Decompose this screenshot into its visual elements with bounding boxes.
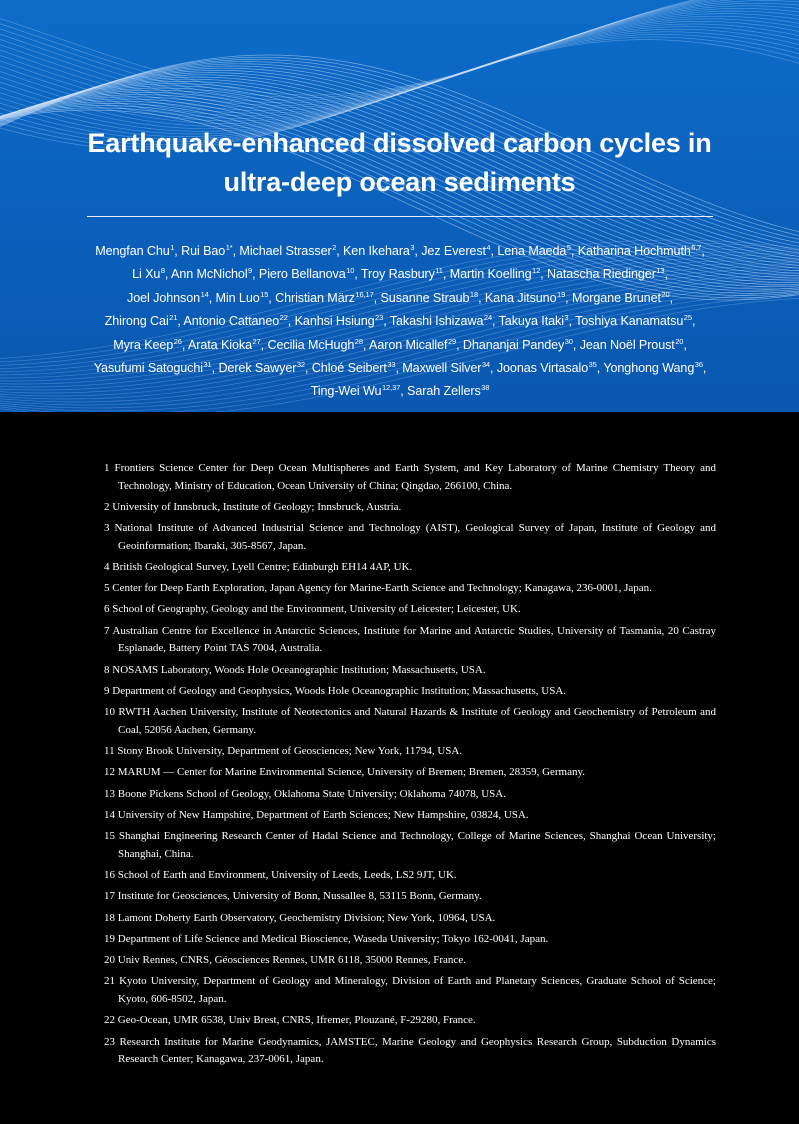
cover-header: [0, 0, 799, 412]
author-name: Jez Everest: [421, 244, 486, 258]
author-affiliation-mark: 16,17: [355, 289, 374, 299]
author-affiliation-mark: 18: [469, 289, 479, 299]
author-name: Toshiya Kanamatsu: [575, 314, 684, 329]
wave-line: [0, 14, 799, 124]
author-name: Mengfan Chu: [95, 244, 170, 258]
author-affiliation-mark: 6,7: [691, 243, 702, 252]
author-name: Katharina Hochmuth: [577, 244, 691, 258]
affiliation-item: 7 Australian Centre for Excellence in Antarctic Sciences, Institute for Marine and Antarctic Studies, University of Tasmania, 20 Castray Esplanade, Battery Point TAS 7004, Australia.: [104, 624, 716, 655]
author: [132, 267, 165, 281]
author: [369, 338, 456, 352]
author-name: Yonghong Wang: [603, 361, 695, 376]
author-affiliation-mark: 19: [557, 289, 566, 299]
author-name: Antonio Cattaneo: [183, 314, 280, 329]
author-name: Morgane Brunet: [571, 290, 661, 305]
affiliation-item: 19 Department of Life Science and Medical Bioscience, Waseda University; Tokyo 162-0041, Japan.: [104, 932, 549, 945]
author-affiliation-mark: 36: [694, 360, 703, 370]
author-affiliation-mark: 38: [481, 383, 490, 393]
author: [127, 291, 209, 305]
author-affiliation-mark: 5: [566, 243, 571, 252]
affiliation-item: 17 Institute for Geosciences, University of Bonn, Nussallee 8, 53115 Bonn, Germany.: [104, 890, 482, 903]
wave-line: [0, 8, 799, 118]
author: [259, 267, 354, 281]
author-affiliation-mark: 29: [447, 336, 457, 346]
author: [361, 267, 443, 281]
author-affiliation-mark: 25: [683, 313, 692, 323]
author: [94, 361, 212, 375]
title-line: Earthquake-enhanced dissolved carbon cycles in: [87, 128, 712, 158]
author-affiliation-mark: 14: [200, 289, 209, 299]
author: [497, 361, 597, 375]
author: [267, 338, 362, 352]
author: [343, 244, 414, 258]
author-name: Jean Noël Proust: [579, 337, 675, 352]
author-name: Takuya Itaki: [498, 314, 564, 329]
author-name: Ken Ikehara: [343, 244, 410, 258]
author-affiliation-mark: 32: [296, 360, 305, 370]
author-name: Natascha Riedinger: [546, 267, 656, 282]
author: [450, 267, 540, 281]
author: [578, 244, 702, 258]
author-affiliation-mark: 1*: [225, 243, 233, 252]
author-affiliation-mark: 28: [354, 336, 363, 346]
author: [275, 291, 374, 305]
author-affiliation-mark: 11: [435, 266, 443, 276]
author: [463, 338, 573, 352]
author-affiliation-mark: 12: [532, 266, 541, 276]
author-affiliation-mark: 8: [160, 266, 165, 276]
author: [188, 338, 261, 352]
author-name: Lena Maeda: [497, 244, 567, 258]
author-affiliation-mark: 9: [248, 266, 253, 276]
affiliation-item: 9 Department of Geology and Geophysics, Woods Hole Oceanographic Institution; Massachusetts, USA.: [104, 684, 567, 697]
author-name: Michael Strasser: [239, 244, 332, 258]
affiliation-item: 22 Geo-Ocean, UMR 6538, Univ Brest, CNRS, Ifremer, Plouzané, F-29280, France.: [104, 1014, 476, 1027]
author: [407, 384, 489, 398]
affiliation-item: 23 Research Institute for Marine Geodynamics, JAMSTEC, Marine Geology and Geophysics Research Group, Subduction Dynamics Research Center; Kanagawa, 237-0061, Japan.: [104, 1035, 716, 1066]
affiliation-item: 5 Center for Deep Earth Exploration, Japan Agency for Marine-Earth Science and Technology; Kanagawa, 236-0001, Japan.: [104, 582, 652, 595]
author: [181, 244, 233, 258]
author-affiliation-mark: 24: [483, 313, 493, 323]
author-affiliation-mark: 31: [203, 360, 212, 370]
affiliation-item: 20 Univ Rennes, CNRS, Géosciences Rennes, UMR 6118, 35000 Rennes, France.: [104, 954, 466, 967]
title-divider: [87, 216, 713, 217]
author-name: Takashi Ishizawa: [389, 314, 484, 329]
author-name: Li Xu: [132, 267, 161, 282]
affiliation-item: 6 School of Geography, Geology and the Environment, University of Leicester; Leicester, UK.: [104, 603, 521, 616]
author: [421, 244, 490, 258]
affiliation-item: 16 School of Earth and Environment, University of Leeds, Leeds, LS2 9JT, UK.: [104, 868, 457, 881]
author: [547, 267, 664, 281]
author: [572, 291, 670, 305]
author: [311, 384, 401, 398]
affiliation-item: 8 NOSAMS Laboratory, Woods Hole Oceanographic Institution; Massachusetts, USA.: [104, 663, 486, 676]
author: [312, 361, 396, 375]
author-name: Piero Bellanova: [258, 267, 346, 282]
author: [171, 267, 252, 281]
author-affiliation-mark: 4: [486, 243, 491, 252]
author-name: Kana Jitsuno: [484, 290, 557, 305]
author-name: Joel Johnson: [127, 290, 201, 305]
author-affiliation-mark: 12,37: [381, 383, 401, 393]
author: [183, 314, 287, 328]
author: [239, 244, 336, 258]
author-name: Christian März: [275, 290, 355, 305]
author-name: Troy Rasbury: [360, 267, 435, 282]
author-name: Rui Bao: [181, 244, 226, 258]
author-affiliation-mark: 30: [564, 336, 573, 346]
affiliation-item: 11 Stony Brook University, Department of Geosciences; New York, 11794, USA.: [104, 744, 463, 757]
affiliation-item: 10 RWTH Aachen University, Institute of Neotectonics and Natural Hazards & Institute of Geology and Geochemistry of Petroleum and Coal, 52056 Aachen, Germany.: [104, 706, 716, 736]
author-affiliation-mark: 27: [252, 336, 261, 346]
author-affiliation-mark: 22: [279, 313, 288, 323]
author: [295, 314, 384, 328]
author-name: Martin Koelling: [449, 267, 532, 282]
wave-line: [0, 11, 799, 121]
author-name: Kanhsi Hsiung: [294, 314, 375, 329]
author-name: Derek Sawyer: [218, 361, 297, 376]
title-line: ultra-deep ocean sediments: [223, 167, 576, 197]
author: [380, 291, 478, 305]
author: [499, 314, 569, 328]
author-affiliation-mark: 13: [656, 266, 665, 276]
affiliation-item: 18 Lamont Doherty Earth Observatory, Geochemistry Division; New York, 10964, USA.: [104, 911, 496, 924]
affiliation-item: 3 National Institute of Advanced Industrial Science and Technology (AIST), Geological Survey of Japan, Institute of Geology and Geoinformation; Ibaraki, 305-8567, Japan.: [104, 522, 716, 552]
author-affiliation-mark: 34: [481, 360, 491, 370]
author-name: Myra Keep: [113, 337, 174, 352]
affiliation-item: 14 University of New Hampshire, Department of Earth Sciences; New Hampshire, 03824, USA.: [104, 808, 529, 821]
author: [218, 361, 305, 375]
author-affiliation-mark: 33: [387, 360, 396, 370]
author: [497, 244, 571, 258]
author-affiliation-mark: 15: [260, 289, 269, 299]
author-name: Ann McNichol: [171, 267, 248, 282]
affiliation-item: 13 Boone Pickens School of Geology, Oklahoma State University; Oklahoma 74078, USA.: [104, 787, 506, 800]
author: [113, 338, 182, 352]
affiliation-item: 21 Kyoto University, Department of Geology and Mineralogy, Division of Earth and Planetary Sciences, Graduate School of Science; Kyoto, 606-8502, Japan.: [104, 975, 716, 1005]
author-name: Dhananjai Pandey: [462, 337, 565, 352]
wave-line: [0, 16, 799, 126]
author: [105, 314, 178, 328]
author-name: Maxwell Silver: [402, 361, 482, 376]
author-affiliation-mark: 23: [375, 313, 384, 323]
author-affiliation-mark: 10: [346, 266, 355, 276]
author-affiliation-mark: 26: [173, 336, 182, 346]
author: [485, 291, 565, 305]
author-name: Cecilia McHugh: [267, 337, 355, 352]
affiliation-item: 2 University of Innsbruck, Institute of Geology; Innsbruck, Austria.: [104, 500, 402, 513]
author-list: Mengfan Chu$^1$, Rui Bao$^{1*}$, Michael Strasser$^2$, Ken Ikehara$^3$, Jez Everest$^4$, Lena Maeda$^5$, Katharina Hochmuth$^{6,7}$, Li Xu$^8$, Ann McNichol$^9$, Piero Bellanova$^{10}$, Troy Rasbury$^{11}$, Martin Koelling$^{12}$, Natascha Riedinger$^{13}$, Joel Johnson$^{14}$, Min Luo$^{15}$, Christian März$^{16,17}$, Susanne Straub$^{18}$, Kana Jitsuno$^{19}$, Morgane Brunet$^{20}$, Zhirong Cai$^{21}$, Antonio Cattaneo$^{22}$, Kanhsi Hsiung$^{23}$, Takashi Ishizawa$^{24}$, Takuya Itaki$^3$, Toshiya Kanamatsu$^{25}$, Myra Keep$^{26}$, Arata Kioka$^{27}$, Cecilia McHugh$^{28}$, Aaron Micallef$^{29}$, Dhananjai Pandey$^{30}$, Jean Noël Proust$^{20}$, Yasufumi Satoguchi$^{31}$, Derek Sawyer$^{32}$, Chloé Seibert$^{33}$, Maxwell Silver$^{34}$, Joonas Virtasalo$^{35}$, Yonghong Wang$^{36}$, Ting-Wei Wu$^{12,37}$, Sarah Zellers$^{38}$: [93, 243, 707, 399]
author: [603, 361, 703, 375]
affiliation-item: 12 MARUM — Center for Marine Environmental Science, University of Bremen; Bremen, 28359, Germany.: [104, 766, 586, 779]
author-affiliation-mark: 20: [675, 336, 684, 346]
author-name: Yasufumi Satoguchi: [93, 361, 203, 376]
author-affiliation-mark: 1: [170, 243, 175, 252]
author-name: Chloé Seibert: [311, 361, 387, 376]
author-name: Arata Kioka: [187, 337, 252, 352]
author-name: Min Luo: [215, 290, 260, 305]
affiliation-item: 4 British Geological Survey, Lyell Centre; Edinburgh EH14 4AP, UK.: [104, 560, 413, 573]
author: [216, 291, 269, 305]
author-affiliation-mark: 35: [588, 360, 597, 370]
affiliation-list: [104, 460, 716, 1072]
author-name: Ting-Wei Wu: [310, 384, 382, 399]
author-affiliation-mark: 20: [661, 289, 670, 299]
affiliation-item: 1 Frontiers Science Center for Deep Ocean Multispheres and Earth System, and Key Laboratory of Marine Chemistry Theory and Technology, Ministry of Education, Ocean University of China; Qingdao, 266100, China.: [104, 462, 716, 492]
author: [575, 314, 692, 328]
author-affiliation-mark: 3: [410, 243, 415, 252]
paper-title: [40, 124, 759, 202]
author-name: Aaron Micallef: [369, 337, 448, 352]
affiliation-item: 15 Shanghai Engineering Research Center of Hadal Science and Technology, College of Marine Sciences, Shanghai Ocean University; Shanghai, China.: [104, 830, 716, 860]
author-affiliation-mark: 21: [169, 313, 178, 323]
author-affiliation-mark: 2: [332, 243, 337, 252]
author: [390, 314, 492, 328]
author: [580, 338, 684, 352]
author-name: Susanne Straub: [380, 290, 470, 305]
author-name: Joonas Virtasalo: [496, 361, 589, 376]
author-name: Zhirong Cai: [104, 314, 169, 329]
author: [95, 244, 174, 258]
author: [402, 361, 490, 375]
author-affiliation-mark: 3: [564, 313, 569, 323]
author-name: Sarah Zellers: [407, 384, 481, 399]
